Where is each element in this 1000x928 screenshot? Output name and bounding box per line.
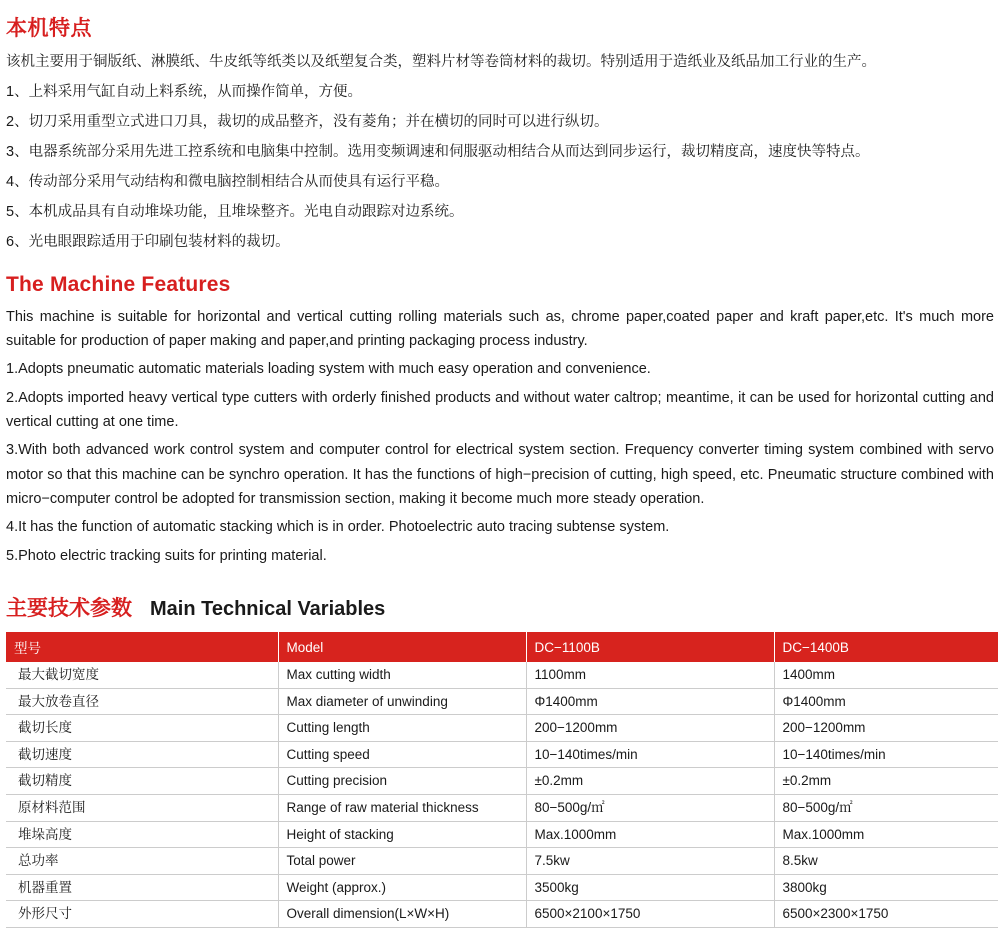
cell-label-en: Height of stacking — [278, 821, 526, 848]
cell-value-dc1400b: 200−1200mm — [774, 715, 998, 742]
features-cn-paragraph: 1、上料采用气缸自动上料系统，从而操作简单，方便。 — [6, 83, 363, 100]
features-cn-body — [4, 50, 996, 255]
cell-value-dc1400b: 80−500g/㎡ — [774, 794, 998, 821]
cell-value-dc1100b: 7.5kw — [526, 848, 774, 875]
cell-value-dc1400b: 10−140times/min — [774, 741, 998, 768]
cell-label-cn: 原材料范围 — [6, 794, 278, 821]
cell-value-dc1100b: 6500×2100×1750 — [526, 901, 774, 928]
cell-value-dc1400b: 6500×2300×1750 — [774, 901, 998, 928]
cell-label-cn: 机器重置 — [6, 874, 278, 901]
cell-value-dc1100b: 1100mm — [526, 662, 774, 688]
cell-label-en: Cutting length — [278, 715, 526, 742]
features-cn-paragraph: 3、电器系统部分采用先进工控系统和电脑集中控制。选用变频调速和伺服驱动相结合从而达到同步运行，裁切精度高，速度快等特点。 — [6, 143, 870, 160]
features-en-paragraph: 5.Photo electric tracking suits for printing material. — [6, 547, 327, 564]
cell-label-en: Max diameter of unwinding — [278, 688, 526, 715]
features-cn-paragraph: 2、切刀采用重型立式进口刀具，裁切的成品整齐，没有菱角；并在横切的同时可以进行纵切。 — [6, 113, 609, 130]
cell-label-en: Cutting precision — [278, 768, 526, 795]
tech-title-cn: 主要技术参数 — [6, 597, 132, 621]
features-en-paragraph: 1.Adopts pneumatic automatic materials loading system with much easy operation and convenience. — [6, 361, 651, 378]
cell-value-dc1100b: 200−1200mm — [526, 715, 774, 742]
cell-value-dc1100b: 10−140times/min — [526, 741, 774, 768]
cell-value-dc1100b: ±0.2mm — [526, 768, 774, 795]
cell-label-en: Total power — [278, 848, 526, 875]
cell-label-cn: 最大放卷直径 — [6, 688, 278, 715]
cell-label-en: Overall dimension(L×W×H) — [278, 901, 526, 928]
features-cn-paragraph: 该机主要用于铜版纸、淋膜纸、牛皮纸等纸类以及纸塑复合类，塑料片材等卷筒材料的裁切。特别适用于造纸业及纸品加工行业的生产。 — [6, 54, 876, 70]
cell-value-dc1100b: 3500kg — [526, 874, 774, 901]
cell-label-cn: 截切精度 — [6, 768, 278, 795]
cell-value-dc1100b: 80−500g/㎡ — [526, 794, 774, 821]
features-en-heading: The Machine Features — [6, 272, 231, 296]
cell-label-cn: 总功率 — [6, 848, 278, 875]
table-row — [6, 662, 998, 688]
cell-value-dc1400b: 1400mm — [774, 662, 998, 688]
features-cn-paragraph: 6、光电眼跟踪适用于印刷包装材料的裁切。 — [6, 233, 290, 250]
table-header-cell-dc1100b: DC−1100B — [526, 632, 774, 662]
table-row — [6, 768, 998, 795]
cell-label-cn: 截切速度 — [6, 741, 278, 768]
features-cn-paragraph: 5、本机成品具有自动堆垛功能，且堆垛整齐。光电自动跟踪对边系统。 — [6, 203, 464, 220]
cell-value-dc1400b: ±0.2mm — [774, 768, 998, 795]
table-header-row — [6, 632, 998, 662]
table-header — [6, 632, 998, 662]
table-header-cell-model-en: Model — [278, 632, 526, 662]
cell-value-dc1100b: Φ1400mm — [526, 688, 774, 715]
features-en-paragraph: 3.With both advanced work control system and computer control for electrical system section. Frequency converter timing system combined with servo motor so that this machine can be synchro operation. It has the functions of high−precision of cutting, high speed, etc. Pneumatic structure combined with micro−computer control be adopted for transmission section, making it become much more steady operation. — [6, 442, 994, 508]
table-body — [6, 662, 998, 927]
features-en-paragraph: 2.Adopts imported heavy vertical type cutters with orderly finished products and without water caltrop; meantime, it can be used for horizontal cutting and vertical cutting at one time. — [6, 389, 994, 430]
features-en-body — [4, 305, 996, 569]
cell-value-dc1400b: Φ1400mm — [774, 688, 998, 715]
specifications-table — [6, 632, 998, 928]
features-en-paragraph: 4.It has the function of automatic stacking which is in order. Photoelectric auto tracing subtense system. — [6, 519, 670, 536]
cell-label-en: Weight (approx.) — [278, 874, 526, 901]
table-row — [6, 821, 998, 848]
table-row — [6, 901, 998, 928]
table-row — [6, 715, 998, 742]
cell-label-en: Range of raw material thickness — [278, 794, 526, 821]
table-header-cell-model-cn: 型号 — [6, 632, 278, 662]
cell-label-en: Max cutting width — [278, 662, 526, 688]
table-row — [6, 874, 998, 901]
table-row — [6, 794, 998, 821]
cell-value-dc1400b: 3800kg — [774, 874, 998, 901]
features-en-paragraph: This machine is suitable for horizontal and vertical cutting rolling materials such as, chrome paper,coated paper and kraft paper,etc. It's much more suitable for production of paper making and paper,and printing packaging process industry. — [6, 308, 994, 349]
cell-label-cn: 外形尺寸 — [6, 901, 278, 928]
cell-value-dc1400b: 8.5kw — [774, 848, 998, 875]
cell-label-cn: 堆垛高度 — [6, 821, 278, 848]
cell-value-dc1100b: Max.1000mm — [526, 821, 774, 848]
cell-label-cn: 截切长度 — [6, 715, 278, 742]
table-header-cell-dc1400b: DC−1400B — [774, 632, 998, 662]
cell-value-dc1400b: Max.1000mm — [774, 821, 998, 848]
table-row — [6, 848, 998, 875]
table-row — [6, 741, 998, 768]
features-cn-heading: 本机特点 — [6, 17, 92, 40]
cell-label-cn: 最大截切宽度 — [6, 662, 278, 688]
tech-section-title — [6, 592, 996, 622]
features-cn-paragraph: 4、传动部分采用气动结构和微电脑控制相结合从而使具有运行平稳。 — [6, 173, 450, 190]
table-row — [6, 688, 998, 715]
cell-label-en: Cutting speed — [278, 741, 526, 768]
tech-title-en: Main Technical Variables — [150, 598, 386, 621]
